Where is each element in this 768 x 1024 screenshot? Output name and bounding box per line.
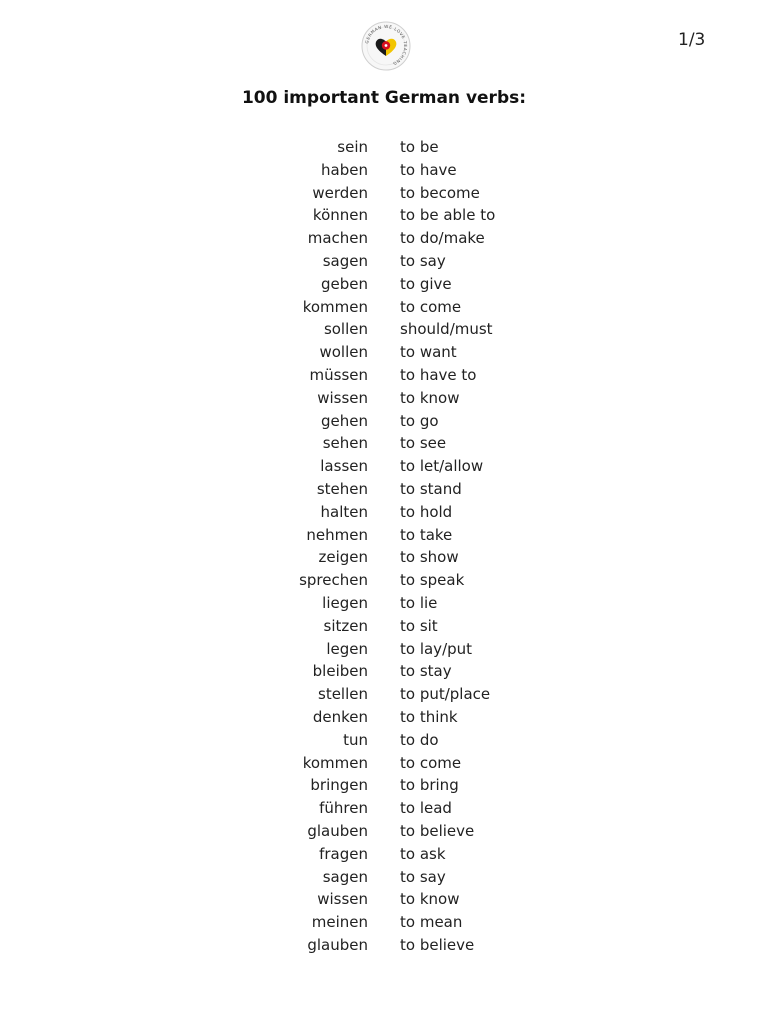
verb-row xyxy=(0,159,768,182)
verb-row xyxy=(0,797,768,820)
german-verb: stellen xyxy=(318,685,368,704)
verb-row xyxy=(0,410,768,433)
english-translation: to say xyxy=(400,867,446,886)
english-translation: to think xyxy=(400,707,458,726)
verb-row xyxy=(0,638,768,661)
verb-row xyxy=(0,455,768,478)
verb-row xyxy=(0,660,768,683)
english-translation: to stand xyxy=(400,479,462,498)
english-translation: to speak xyxy=(400,571,465,590)
english-translation: to sit xyxy=(400,616,438,635)
german-verb: tun xyxy=(343,730,368,749)
verb-row xyxy=(0,524,768,547)
german-verb: liegen xyxy=(322,593,368,612)
verb-row xyxy=(0,546,768,569)
verb-row xyxy=(0,843,768,866)
german-verb: sprechen xyxy=(299,571,368,590)
german-verb: lassen xyxy=(320,457,368,476)
english-translation: to say xyxy=(400,251,446,270)
german-verb: denken xyxy=(312,707,368,726)
verb-row xyxy=(0,569,768,592)
english-translation: to lead xyxy=(400,799,452,818)
verb-row xyxy=(0,296,768,319)
english-translation: to know xyxy=(400,890,460,909)
verb-row xyxy=(0,341,768,364)
verb-row xyxy=(0,911,768,934)
german-verb: geben xyxy=(320,274,368,293)
german-verb: glauben xyxy=(307,935,368,954)
german-verb: legen xyxy=(326,639,368,658)
english-translation: should/must xyxy=(400,320,493,339)
english-translation: to do/make xyxy=(400,229,485,248)
svg-text:GERMAN WE LOVE TEACHING: GERMAN WE LOVE TEACHING xyxy=(364,23,409,67)
german-verb: glauben xyxy=(307,821,368,840)
verb-row xyxy=(0,136,768,159)
german-verb: gehen xyxy=(321,411,368,430)
english-translation: to let/allow xyxy=(400,457,484,476)
german-verb: zeigen xyxy=(318,548,368,567)
verb-row xyxy=(0,478,768,501)
verb-row xyxy=(0,387,768,410)
heart-logo-icon xyxy=(360,20,412,72)
german-verb: sollen xyxy=(323,320,368,339)
german-verb: sagen xyxy=(322,867,368,886)
verb-row xyxy=(0,774,768,797)
logo xyxy=(360,20,412,72)
verb-row xyxy=(0,706,768,729)
english-translation: to come xyxy=(400,753,462,772)
german-verb: bleiben xyxy=(312,662,368,681)
german-verb: können xyxy=(312,206,368,225)
verb-row xyxy=(0,182,768,205)
english-translation: to be xyxy=(400,138,439,156)
german-verb: sein xyxy=(337,138,368,156)
verb-row xyxy=(0,364,768,387)
verb-list xyxy=(0,136,768,957)
verb-row xyxy=(0,204,768,227)
english-translation: to mean xyxy=(400,913,463,932)
german-verb: meinen xyxy=(311,913,368,932)
german-verb: werden xyxy=(312,183,368,202)
english-translation: to know xyxy=(400,388,460,407)
english-translation: to lay/put xyxy=(400,639,473,658)
verb-row xyxy=(0,227,768,250)
verb-row xyxy=(0,592,768,615)
german-verb: halten xyxy=(320,502,368,521)
verb-row xyxy=(0,934,768,957)
german-verb: müssen xyxy=(309,365,368,384)
german-verb: wissen xyxy=(317,890,368,909)
german-verb: stehen xyxy=(316,479,368,498)
german-verb: wollen xyxy=(319,343,368,362)
english-translation: to go xyxy=(400,411,439,430)
verb-row xyxy=(0,615,768,638)
english-translation: to put/place xyxy=(400,685,491,704)
german-verb: bringen xyxy=(310,776,368,795)
verb-row xyxy=(0,866,768,889)
german-verb: kommen xyxy=(302,753,368,772)
german-verb: nehmen xyxy=(306,525,368,544)
english-translation: to want xyxy=(400,343,457,362)
english-translation: to come xyxy=(400,297,462,316)
english-translation: to have xyxy=(400,160,457,179)
verb-row xyxy=(0,820,768,843)
german-verb: machen xyxy=(307,229,368,248)
verb-row xyxy=(0,888,768,911)
verb-row xyxy=(0,683,768,706)
english-translation: to lie xyxy=(400,593,438,612)
german-verb: wissen xyxy=(317,388,368,407)
verb-row xyxy=(0,729,768,752)
verb-row xyxy=(0,250,768,273)
verb-row xyxy=(0,752,768,775)
verb-row xyxy=(0,432,768,455)
english-translation: to see xyxy=(400,434,447,453)
english-translation: to stay xyxy=(400,662,452,681)
english-translation: to hold xyxy=(400,502,453,521)
english-translation: to become xyxy=(400,183,480,202)
german-verb: sagen xyxy=(322,251,368,270)
english-translation: to ask xyxy=(400,844,446,863)
verb-row xyxy=(0,273,768,296)
german-verb: haben xyxy=(321,160,368,179)
english-translation: to be able to xyxy=(400,206,496,225)
german-verb: sitzen xyxy=(323,616,368,635)
german-verb: sehen xyxy=(322,434,368,453)
english-translation: to believe xyxy=(400,935,475,954)
english-translation: to give xyxy=(400,274,452,293)
verb-row xyxy=(0,318,768,341)
english-translation: to show xyxy=(400,548,459,567)
english-translation: to bring xyxy=(400,776,459,795)
english-translation: to do xyxy=(400,730,439,749)
page-number: 1/3 xyxy=(678,30,706,50)
english-translation: to believe xyxy=(400,821,475,840)
german-verb: führen xyxy=(319,799,368,818)
german-verb: fragen xyxy=(319,844,368,863)
german-verb: kommen xyxy=(302,297,368,316)
verb-row xyxy=(0,501,768,524)
english-translation: to take xyxy=(400,525,453,544)
page-title: 100 important German verbs: xyxy=(241,88,527,108)
english-translation: to have to xyxy=(400,365,477,384)
